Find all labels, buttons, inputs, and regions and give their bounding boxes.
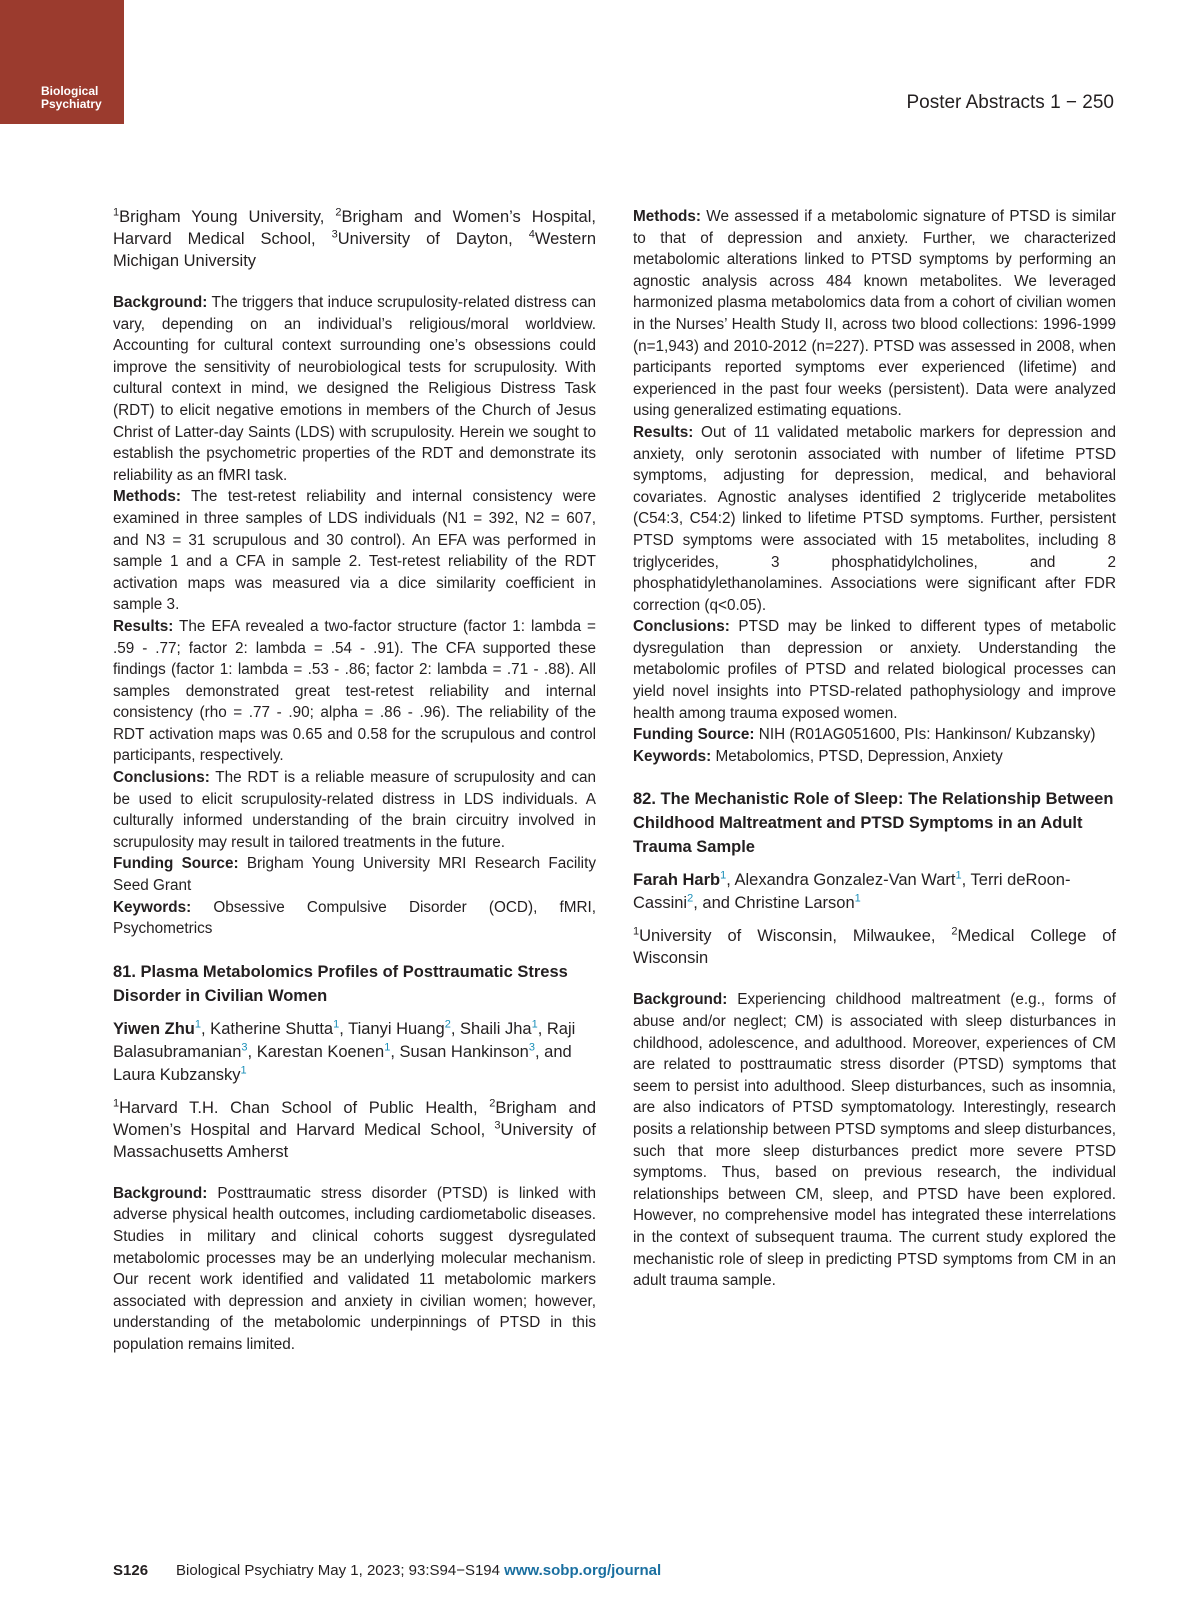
prev-funding: Funding Source: Brigham Young University MRI Research Facility Seed Grant xyxy=(113,855,596,895)
journal-logo-text: Biological Psychiatry xyxy=(41,84,102,111)
abstract-82-background: Background: Experiencing childhood maltreatment (e.g., forms of abuse and/or neglect; CM) is associated with sleep disturbances in childhood, adolescence, and adulthood. Moreover, experiences of CM are related to posttraumatic stress disorder (PTSD) symptoms that seem to persist into adulthood. Sleep disturbances, such as insomnia, are also indicators of PTSD symptomatology. Interestingly, research posits a relationship between PTSD symptoms and sleep disturbances, such that more sleep disturbances predict more severe PTSD symptoms. Thus, based on previous research, the individual relationships between CM, sleep, and PTSD have been explored. However, no comprehensive model has integrated these interrelations in the context of subsequent trauma. The current study explored the mechanistic role of sleep in predicting PTSD symptoms from CM in an adult trauma sample. xyxy=(633,991,1116,1290)
journal-url-link[interactable]: www.sobp.org/journal xyxy=(504,1562,662,1579)
abstract-81-title: 81. Plasma Metabolomics Profiles of Posttraumatic Stress Disorder in Civilian Women xyxy=(113,962,568,1005)
journal-citation: Biological Psychiatry May 1, 2023; 93:S94−S194 xyxy=(176,1562,505,1579)
running-head: Poster Abstracts 1 − 250 xyxy=(906,92,1114,113)
prev-methods: Methods: The test-retest reliability and internal consistency were examined in three samples of LDS individuals (N1 = 392, N2 = 607, and N3 = 31 scrupulous and 30 control). An EFA was performed in sample 1 and a CFA in sample 2. Test-retest reliability of the RDT activation maps was measured via a dice similarity coefficient in sample 3. xyxy=(113,488,596,614)
prev-keywords: Keywords: Obsessive Compulsive Disorder (OCD), fMRI, Psychometrics xyxy=(113,898,596,938)
prev-conclusions: Conclusions: The RDT is a reliable measure of scrupulosity and can be used to elicit scrupulosity-related distress in LDS individuals. A culturally informed understanding of the brain circuitry involved in scrupulosity may result in tailored treatments in the future. xyxy=(113,769,596,851)
abstract-81-keywords: Keywords: Metabolomics, PTSD, Depression, Anxiety xyxy=(633,747,1003,765)
right-column xyxy=(633,206,1116,1292)
left-column xyxy=(113,206,596,1356)
abstract-82-title: 82. The Mechanistic Role of Sleep: The Relationship Between Childhood Maltreatment and PTSD Symptoms in an Adult Trauma Sample xyxy=(633,790,1114,857)
journal-logo xyxy=(0,0,124,124)
abstract-81-affiliations: $^1$Harvard T.H. Chan School of Public Health, $^2$Brigham and Women’s Hospital and Harvard Medical School, $^3$University of Massachusetts Amherst xyxy=(113,1097,596,1161)
page-footer xyxy=(113,1562,661,1579)
page-number: S126 xyxy=(113,1562,149,1579)
prev-background: Background: The triggers that induce scrupulosity-related distress can vary, depending on an individual’s religious/moral worldview. Accounting for cultural context surrounding one’s obsessions could improve the sensitivity of neurobiological tests for scrupulosity. With cultural context in mind, we designed the Religious Distress Task (RDT) to elicit negative emotions in members of the Church of Jesus Christ of Latter-day Saints (LDS) with scrupulosity. Herein we sought to establish the psychometric properties of the RDT and demonstrate its reliability as an fMRI task. xyxy=(113,294,596,484)
abstract-81-conclusions: Conclusions: PTSD may be linked to different types of metabolic dysregulation than depression or anxiety. Understanding the metabolomic profiles of PTSD and related biological processes can yield novel insights into PTSD-related pathophysiology and improve health among trauma exposed women. xyxy=(633,618,1116,722)
abstract-81-funding: Funding Source: NIH (R01AG051600, PIs: Hankinson/ Kubzansky) xyxy=(633,726,1096,744)
abstract-81-authors: Yiwen Zhu$^1$, Katherine Shutta$^1$, Tianyi Huang$^2$, Shaili Jha$^1$, Raji Balasubramanian$^3$, Karestan Koenen$^1$, Susan Hankinson$^3$, and Laura Kubzansky$^1$ xyxy=(113,1018,576,1084)
prev-results: Results: The EFA revealed a two-factor structure (factor 1: lambda = .59 - .77; factor 2: lambda = .54 - .91). The CFA supported these findings (factor 1: lambda = .53 - .86; factor 2: lambda = .71 - .88). All samples demonstrated great test-retest reliability and internal consistency (rho = .77 - .90; alpha = .86 - .96). The reliability of the RDT activation maps was 0.65 and 0.58 for the scrupulous and control participants, respectively. xyxy=(113,617,596,765)
abstract-81-background: Background: Posttraumatic stress disorder (PTSD) is linked with adverse physical health outcomes, including cardiometabolic diseases. Studies in military and clinical cohorts suggest dysregulated metabolomic processes may be an underlying molecular mechanism. Our recent work identified and validated 11 metabolomic markers associated with depression and anxiety in civilian women; however, understanding of the metabolomic underpinnings of PTSD in this population remains limited. xyxy=(113,1184,596,1353)
prev-abstract-affiliations: $^1$Brigham Young University, $^2$Brigham and Women’s Hospital, Harvard Medical School, $^3$University of Dayton, $^4$Western Michigan University xyxy=(113,206,596,270)
abstract-81-results: Results: Out of 11 validated metabolic markers for depression and anxiety, only serotonin associated with number of lifetime PTSD symptoms, adjusting for depression, medical, and behavioral covariates. Agnostic analyses identified 2 triglyceride metabolites (C54:3, C54:2) linked to lifetime PTSD symptoms. Further, persistent PTSD symptoms were associated with 15 metabolites, including 8 triglycerides, 3 phosphatidylcholines, and 2 phosphatidylethanolamines. Associations were significant after FDR correction (q<0.05). xyxy=(633,423,1116,614)
abstract-82-affiliations: $^1$University of Wisconsin, Milwaukee, $^2$Medical College of Wisconsin xyxy=(633,925,1116,968)
abstract-81-methods: Methods: We assessed if a metabolomic signature of PTSD is similar to that of depression and anxiety. Further, we characterized metabolomic alterations linked to PTSD symptoms by performing an agnostic analysis across 484 known metabolites. We leveraged harmonized plasma metabolomics data from a cohort of civilian women in the Nurses’ Health Study II, across two blood collections: 1996-1999 (n=1,943) and 2010-2012 (n=227). PTSD was assessed in 2008, when participants reported symptoms ever experienced (lifetime) and experienced in the past four weeks (persistent). Data were analyzed using generalized estimating equations. xyxy=(633,208,1116,420)
abstract-82-authors: Farah Harb$^1$, Alexandra Gonzalez-Van Wart$^1$, Terri deRoon-Cassini$^2$, and Christine Larson$^1$ xyxy=(633,869,1071,913)
